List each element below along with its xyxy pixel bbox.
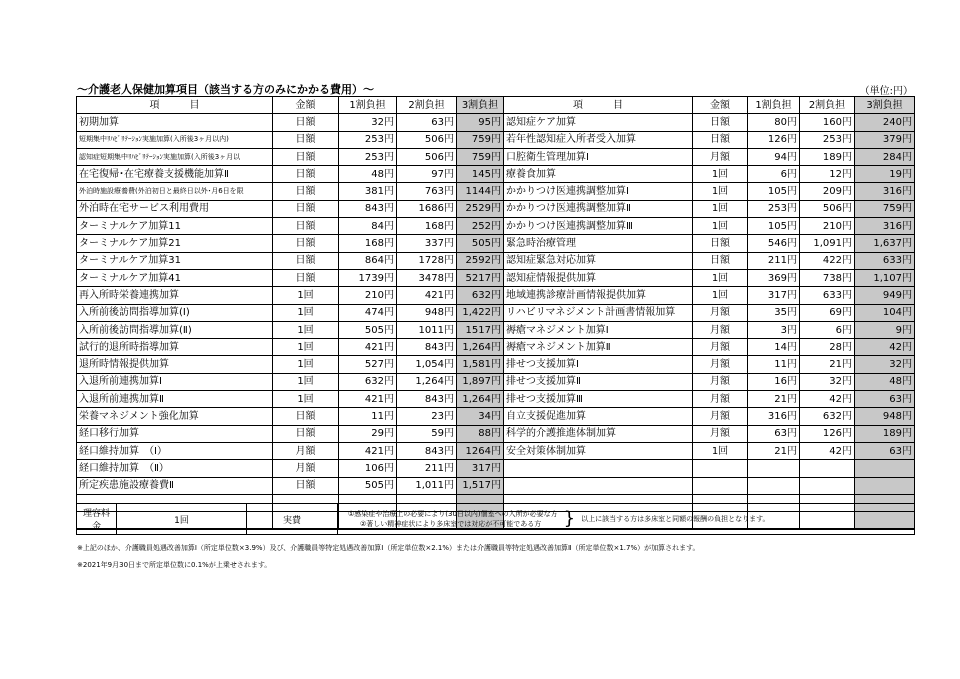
left-item-name: 認知症短期集中ﾘﾊﾋﾞﾘﾃｰｼｮﾝ実施加算(入所後3ヶ月以 [77, 148, 273, 165]
left-item-name: 試行的退所時指導加算 [77, 339, 273, 356]
right-item-name: 科学的介護推進体制加算 [504, 425, 693, 442]
right-cost-1: 6円 [748, 166, 800, 183]
left-amount-type: 日額 [273, 148, 339, 165]
left-item-name: 栄養マネジメント強化加算 [77, 408, 273, 425]
left-cost-3: 1,581円 [457, 356, 504, 373]
table-row [77, 218, 915, 235]
right-item-name: 排せつ支援加算Ⅱ [504, 373, 693, 390]
right-cost-2: 21円 [800, 356, 855, 373]
left-cost-1: 253円 [339, 148, 397, 165]
right-cost-2: 209円 [800, 183, 855, 200]
left-cost-1: 843円 [339, 200, 397, 217]
right-cost-1: 211円 [748, 252, 800, 269]
right-item-name: 自立支援促進加算 [504, 408, 693, 425]
right-item-name: 排せつ支援加算Ⅰ [504, 356, 693, 373]
left-cost-3: 2592円 [457, 252, 504, 269]
right-cost-3: 32円 [855, 356, 915, 373]
left-cost-3: 88円 [457, 425, 504, 442]
table-row [77, 252, 915, 269]
right-amount-type: 日額 [693, 235, 748, 252]
right-cost-2: 160円 [800, 114, 855, 131]
left-cost-1: 29円 [339, 425, 397, 442]
table-row [77, 269, 915, 286]
fee-table [76, 96, 915, 530]
table-row [77, 148, 915, 165]
right-item-name: 認知症情報提供加算 [504, 269, 693, 286]
right-cost-2: 738円 [800, 269, 855, 286]
left-cost-3: 252円 [457, 218, 504, 235]
left-cost-1: 168円 [339, 235, 397, 252]
right-cost-2: 632円 [800, 408, 855, 425]
left-item-name: 退所時情報提供加算 [77, 356, 273, 373]
barber-cost: 実費 [247, 504, 338, 535]
right-amount-type: 日額 [693, 114, 748, 131]
table-row [77, 304, 915, 321]
table-row [77, 183, 915, 200]
table-row [77, 287, 915, 304]
table-row [77, 114, 915, 131]
left-cost-3: 2529円 [457, 200, 504, 217]
right-amount-type: 1回 [693, 269, 748, 286]
left-item-name: ターミナルケア加算21 [77, 235, 273, 252]
barber-row [77, 504, 915, 535]
right-item-name: かかりつけ医連携調整加算Ⅰ [504, 183, 693, 200]
left-amount-type: 日額 [273, 477, 339, 494]
right-cost-3: 633円 [855, 252, 915, 269]
left-amount-type: 日額 [273, 200, 339, 217]
left-amount-type: 日額 [273, 425, 339, 442]
table-row [77, 235, 915, 252]
left-cost-3: 1,517円 [457, 477, 504, 494]
left-cost-3: 1,264円 [457, 391, 504, 408]
header-item-right: 項 目 [504, 97, 693, 114]
left-cost-1: 505円 [339, 321, 397, 338]
left-cost-3: 505円 [457, 235, 504, 252]
right-cost-2: 42円 [800, 391, 855, 408]
left-cost-3: 145円 [457, 166, 504, 183]
right-cost-1 [748, 477, 800, 494]
left-item-name: 入所前後訪問指導加算(Ⅰ) [77, 304, 273, 321]
header-c2: 2割負担 [397, 97, 457, 114]
left-amount-type: 1回 [273, 287, 339, 304]
left-amount-type: 日額 [273, 131, 339, 148]
right-cost-3: 284円 [855, 148, 915, 165]
left-item-name: ターミナルケア加算11 [77, 218, 273, 235]
header-c1-right: 1割負担 [748, 97, 800, 114]
left-cost-1: 32円 [339, 114, 397, 131]
right-cost-1: 369円 [748, 269, 800, 286]
left-item-name: 入退所前連携加算Ⅰ [77, 373, 273, 390]
left-cost-1: 48円 [339, 166, 397, 183]
left-item-name: 初期加算 [77, 114, 273, 131]
left-cost-2: 843円 [397, 442, 457, 459]
header-c3: 3割負担 [457, 97, 504, 114]
right-cost-3: 104円 [855, 304, 915, 321]
left-cost-1: 11円 [339, 408, 397, 425]
left-cost-2: 1,264円 [397, 373, 457, 390]
table-header-row [77, 97, 915, 114]
brace-icon: } [563, 508, 576, 529]
right-item-name: 若年性認知症入所者受入加算 [504, 131, 693, 148]
left-amount-type: 日額 [273, 166, 339, 183]
right-cost-2: 633円 [800, 287, 855, 304]
left-cost-2: 59円 [397, 425, 457, 442]
left-amount-type: 日額 [273, 408, 339, 425]
left-cost-2: 421円 [397, 287, 457, 304]
right-cost-3: 19円 [855, 166, 915, 183]
left-cost-3: 632円 [457, 287, 504, 304]
left-amount-type: 1回 [273, 373, 339, 390]
right-item-name [504, 460, 693, 477]
condition-1: ①感染症や治療上の必要により(30日以内)個室への入所が必要な方 [348, 510, 558, 518]
left-cost-3: 5217円 [457, 269, 504, 286]
table-row [77, 391, 915, 408]
table-row [77, 339, 915, 356]
right-cost-2: 1,091円 [800, 235, 855, 252]
misc-table [76, 503, 915, 535]
left-amount-type: 1回 [273, 321, 339, 338]
right-cost-1: 63円 [748, 425, 800, 442]
left-cost-3: 1517円 [457, 321, 504, 338]
left-cost-1: 421円 [339, 391, 397, 408]
right-cost-1: 14円 [748, 339, 800, 356]
right-cost-3: 48円 [855, 373, 915, 390]
left-cost-2: 23円 [397, 408, 457, 425]
header-amount: 金額 [273, 97, 339, 114]
right-cost-2: 42円 [800, 442, 855, 459]
right-cost-2: 506円 [800, 200, 855, 217]
right-amount-type: 日額 [693, 131, 748, 148]
left-item-name: 経口維持加算 （Ⅰ） [77, 442, 273, 459]
left-cost-2: 1728円 [397, 252, 457, 269]
left-amount-type: 日額 [273, 183, 339, 200]
right-cost-3: 189円 [855, 425, 915, 442]
right-cost-3: 949円 [855, 287, 915, 304]
note-1: ※上記のほか、介護職員処遇改善加算Ⅰ（所定単位数×3.9%）及び、介護職員等特定処遇改善加算Ⅰ（所定単位数×2.1%）または介護職員等特定処遇改善加算Ⅱ（所定単位数×1.7%）が加算されます。 [77, 544, 700, 552]
table-row [77, 321, 915, 338]
left-item-name: 経口維持加算 （Ⅱ） [77, 460, 273, 477]
right-cost-1: 35円 [748, 304, 800, 321]
right-cost-2: 32円 [800, 373, 855, 390]
left-cost-1: 632円 [339, 373, 397, 390]
header-item: 項 目 [77, 97, 273, 114]
right-cost-3 [855, 477, 915, 494]
left-item-name: 入退所前連携加算Ⅱ [77, 391, 273, 408]
left-amount-type: 日額 [273, 252, 339, 269]
right-cost-2: 422円 [800, 252, 855, 269]
right-cost-1: 546円 [748, 235, 800, 252]
left-cost-2: 948円 [397, 304, 457, 321]
right-cost-3: 948円 [855, 408, 915, 425]
left-cost-1: 864円 [339, 252, 397, 269]
right-cost-1: 94円 [748, 148, 800, 165]
left-cost-2: 337円 [397, 235, 457, 252]
left-cost-1: 474円 [339, 304, 397, 321]
right-amount-type: 月額 [693, 373, 748, 390]
left-amount-type: 日額 [273, 269, 339, 286]
left-cost-2: 506円 [397, 131, 457, 148]
left-cost-3: 95円 [457, 114, 504, 131]
left-cost-2: 211円 [397, 460, 457, 477]
room-conditions [338, 504, 915, 535]
right-cost-1: 16円 [748, 373, 800, 390]
right-amount-type: 月額 [693, 425, 748, 442]
right-cost-3: 379円 [855, 131, 915, 148]
header-c3-right: 3割負担 [855, 97, 915, 114]
right-cost-1: 21円 [748, 442, 800, 459]
left-cost-1: 421円 [339, 339, 397, 356]
right-cost-1: 105円 [748, 218, 800, 235]
left-amount-type: 月額 [273, 442, 339, 459]
right-cost-1: 105円 [748, 183, 800, 200]
right-item-name: 地域連携診療計画情報提供加算 [504, 287, 693, 304]
table-row [77, 477, 915, 494]
left-amount-type: 日額 [273, 218, 339, 235]
right-amount-type: 月額 [693, 339, 748, 356]
left-cost-1: 106円 [339, 460, 397, 477]
right-amount-type [693, 460, 748, 477]
left-item-name: 短期集中ﾘﾊﾋﾞﾘﾃｰｼｮﾝ実施加算(入所後3ヶ月以内) [77, 131, 273, 148]
left-cost-3: 759円 [457, 131, 504, 148]
right-cost-2: 28円 [800, 339, 855, 356]
right-item-name: 排せつ支援加算Ⅲ [504, 391, 693, 408]
left-item-name: ターミナルケア加算41 [77, 269, 273, 286]
left-cost-1: 505円 [339, 477, 397, 494]
right-item-name: 認知症ケア加算 [504, 114, 693, 131]
right-item-name: かかりつけ医連携調整加算Ⅲ [504, 218, 693, 235]
right-cost-1: 253円 [748, 200, 800, 217]
left-amount-type: 月額 [273, 460, 339, 477]
header-amount-right: 金額 [693, 97, 748, 114]
left-item-name: 所定疾患施設療養費Ⅱ [77, 477, 273, 494]
left-cost-3: 34円 [457, 408, 504, 425]
right-cost-2: 253円 [800, 131, 855, 148]
right-cost-3: 240円 [855, 114, 915, 131]
left-cost-2: 1,054円 [397, 356, 457, 373]
right-cost-2: 69円 [800, 304, 855, 321]
table-row [77, 356, 915, 373]
right-cost-3: 9円 [855, 321, 915, 338]
left-cost-1: 421円 [339, 442, 397, 459]
left-cost-3: 1144円 [457, 183, 504, 200]
left-amount-type: 1回 [273, 304, 339, 321]
right-amount-type: 1回 [693, 183, 748, 200]
right-cost-2: 126円 [800, 425, 855, 442]
right-cost-1 [748, 460, 800, 477]
right-amount-type: 日額 [693, 252, 748, 269]
left-cost-1: 527円 [339, 356, 397, 373]
right-cost-2: 189円 [800, 148, 855, 165]
left-cost-3: 317円 [457, 460, 504, 477]
left-amount-type: 日額 [273, 235, 339, 252]
left-item-name: 再入所時栄養連携加算 [77, 287, 273, 304]
barber-label: 理容料金 [77, 504, 117, 535]
table-row [77, 442, 915, 459]
table-body [77, 114, 915, 530]
left-cost-2: 843円 [397, 339, 457, 356]
right-amount-type: 月額 [693, 356, 748, 373]
right-cost-3: 63円 [855, 442, 915, 459]
left-item-name: ターミナルケア加算31 [77, 252, 273, 269]
right-cost-3: 316円 [855, 183, 915, 200]
right-cost-1: 316円 [748, 408, 800, 425]
right-item-name: 緊急時治療管理 [504, 235, 693, 252]
right-item-name: 口腔衛生管理加算Ⅰ [504, 148, 693, 165]
table-row [77, 373, 915, 390]
left-cost-1: 84円 [339, 218, 397, 235]
left-amount-type: 1回 [273, 356, 339, 373]
left-cost-2: 168円 [397, 218, 457, 235]
right-amount-type: 月額 [693, 148, 748, 165]
condition-2: ②著しい精神症状により多床室では対応が不可能である方 [360, 520, 542, 528]
right-cost-2: 210円 [800, 218, 855, 235]
left-cost-3: 1,422円 [457, 304, 504, 321]
table-row [77, 460, 915, 477]
right-cost-1: 11円 [748, 356, 800, 373]
right-amount-type: 月額 [693, 408, 748, 425]
right-cost-3: 42円 [855, 339, 915, 356]
left-item-name: 経口移行加算 [77, 425, 273, 442]
left-cost-3: 1264円 [457, 442, 504, 459]
right-item-name: 褥瘡マネジメント加算Ⅰ [504, 321, 693, 338]
right-amount-type: 1回 [693, 166, 748, 183]
right-cost-1: 21円 [748, 391, 800, 408]
left-cost-2: 1011円 [397, 321, 457, 338]
left-cost-1: 210円 [339, 287, 397, 304]
left-item-name: 外泊時施設療養費(外泊初日と最終日以外･月6日を限 [77, 183, 273, 200]
left-cost-2: 1,011円 [397, 477, 457, 494]
right-cost-1: 3円 [748, 321, 800, 338]
left-cost-2: 3478円 [397, 269, 457, 286]
unit-label: （単位:円） [859, 86, 913, 97]
left-item-name: 入所前後訪問指導加算(Ⅱ) [77, 321, 273, 338]
left-amount-type: 日額 [273, 114, 339, 131]
table-row [77, 200, 915, 217]
barber-times: 1回 [117, 504, 247, 535]
table-row [77, 131, 915, 148]
right-cost-3: 63円 [855, 391, 915, 408]
right-cost-2 [800, 460, 855, 477]
header-c1: 1割負担 [339, 97, 397, 114]
right-amount-type: 月額 [693, 391, 748, 408]
right-item-name: 療養食加算 [504, 166, 693, 183]
header-c2-right: 2割負担 [800, 97, 855, 114]
right-item-name: 認知症緊急対応加算 [504, 252, 693, 269]
right-item-name: 安全対策体制加算 [504, 442, 693, 459]
left-item-name: 外泊時在宅サービス利用費用 [77, 200, 273, 217]
right-cost-3: 316円 [855, 218, 915, 235]
right-cost-2 [800, 477, 855, 494]
note-2: ※2021年9月30日まで所定単位数に0.1%が上乗せされます。 [77, 561, 272, 569]
right-item-name: リハビリマネジメント計画書情報加算 [504, 304, 693, 321]
right-cost-3 [855, 460, 915, 477]
right-item-name: かかりつけ医連携調整加算Ⅱ [504, 200, 693, 217]
left-cost-2: 506円 [397, 148, 457, 165]
left-amount-type: 1回 [273, 391, 339, 408]
right-item-name [504, 477, 693, 494]
left-amount-type: 1回 [273, 339, 339, 356]
left-cost-2: 97円 [397, 166, 457, 183]
right-cost-3: 1,637円 [855, 235, 915, 252]
right-amount-type: 1回 [693, 200, 748, 217]
condition-note: 以上に該当する方は多床室と同額の報酬の負担となります。 [581, 515, 770, 523]
right-cost-2: 6円 [800, 321, 855, 338]
right-cost-3: 1,107円 [855, 269, 915, 286]
right-amount-type: 月額 [693, 304, 748, 321]
left-cost-2: 1686円 [397, 200, 457, 217]
left-item-name: 在宅復帰･在宅療養支援機能加算Ⅱ [77, 166, 273, 183]
right-amount-type: 月額 [693, 321, 748, 338]
right-amount-type: 1回 [693, 218, 748, 235]
right-amount-type: 1回 [693, 442, 748, 459]
left-cost-1: 253円 [339, 131, 397, 148]
table-row [77, 166, 915, 183]
left-cost-3: 1,264円 [457, 339, 504, 356]
page-title: ～介護老人保健加算項目（該当する方のみにかかる費用）～ [77, 83, 374, 96]
right-cost-1: 126円 [748, 131, 800, 148]
left-cost-2: 843円 [397, 391, 457, 408]
right-item-name: 褥瘡マネジメント加算Ⅱ [504, 339, 693, 356]
left-cost-1: 381円 [339, 183, 397, 200]
right-cost-3: 759円 [855, 200, 915, 217]
table-row [77, 408, 915, 425]
right-cost-2: 12円 [800, 166, 855, 183]
right-cost-1: 80円 [748, 114, 800, 131]
left-cost-3: 759円 [457, 148, 504, 165]
right-amount-type [693, 477, 748, 494]
left-cost-2: 763円 [397, 183, 457, 200]
table-row [77, 425, 915, 442]
left-cost-2: 63円 [397, 114, 457, 131]
left-cost-3: 1,897円 [457, 373, 504, 390]
right-cost-1: 317円 [748, 287, 800, 304]
left-cost-1: 1739円 [339, 269, 397, 286]
right-amount-type: 1回 [693, 287, 748, 304]
